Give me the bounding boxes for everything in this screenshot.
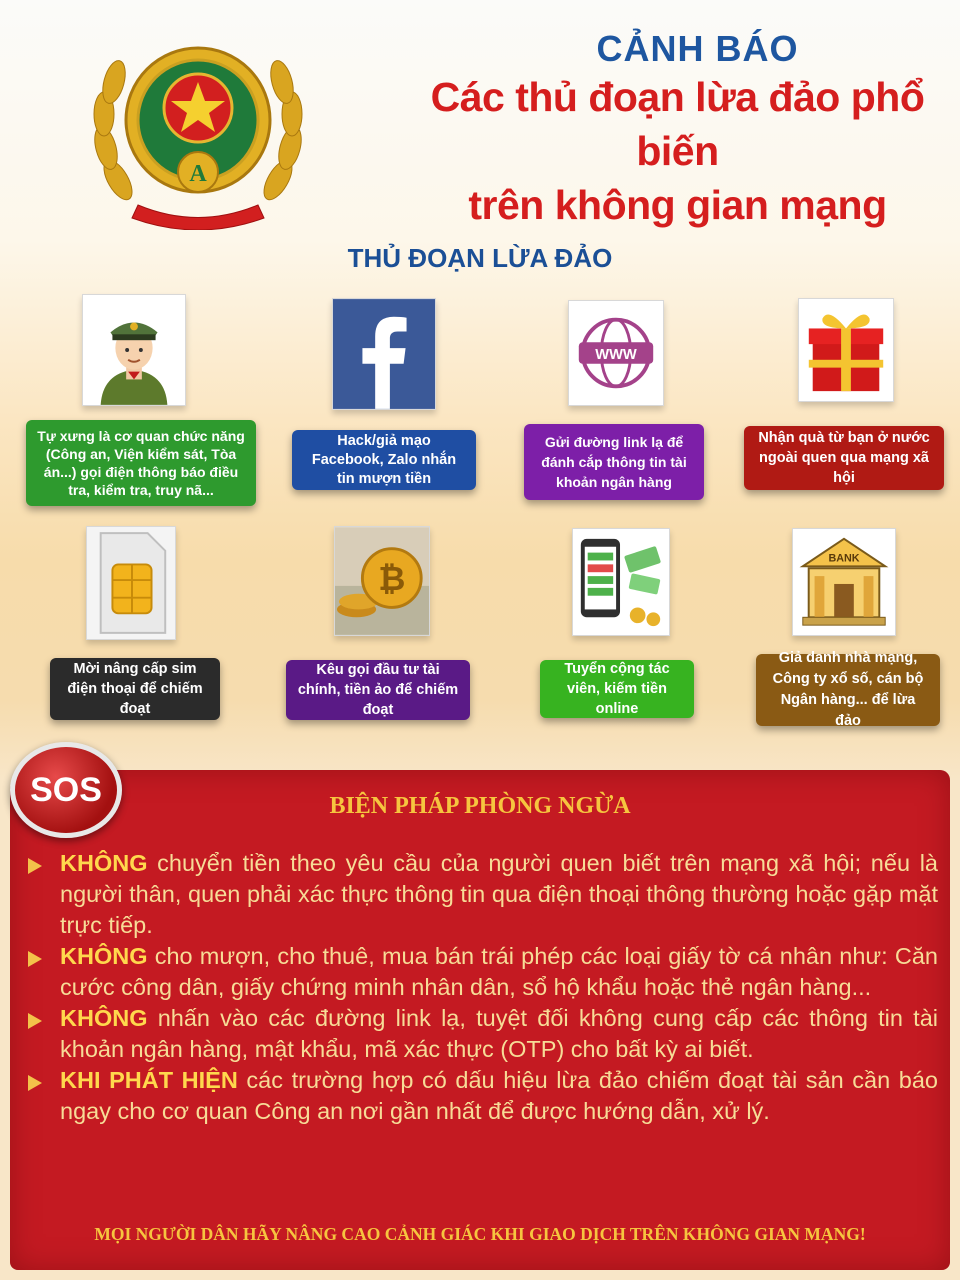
section-title: THỦ ĐOẠN LỪA ĐẢO [347,243,613,273]
police-emblem-icon [78,30,318,230]
svg-text:BANK: BANK [828,552,860,565]
list-item [28,941,938,1003]
police-officer-icon [82,294,186,406]
svg-text:WWW: WWW [595,346,637,363]
list-item [28,848,938,941]
prevention-title: BIỆN PHÁP PHÒNG NGỪA [329,793,631,819]
card-label-phishing-link: Gửi đường link lạ để đánh cắp thông tin tài khoản ngân hàng [524,424,704,500]
footer-slogan: MỌI NGƯỜI DÂN HÃY NÂNG CAO CẢNH GIÁC KHI GIAO DỊCH TRÊN KHÔNG GIAN MẠNG! [94,1224,866,1244]
page-title-warning: CẢNH BÁO [596,28,799,69]
card-label-facebook-hack: Hack/giả mạo Facebook, Zalo nhắn tin mượn tiền [292,430,476,490]
card-label-crypto-investment: Kêu gọi đầu tư tài chính, tiền ảo để chiếm đoạt [286,660,470,720]
bullet-text: các trường hợp có dấu hiệu lừa đảo chiếm đoạt tài sản cần báo ngay cho cơ quan Công an nơi gần nhất để được hướng dẫn, xử lý. [60,1067,938,1124]
header [400,28,955,232]
card-label-online-job: Tuyển cộng tác viên, kiếm tiền online [540,660,694,718]
bank-icon [792,528,896,636]
card-label-impersonate-authority: Tự xưng là cơ quan chức năng (Công an, Viện kiểm sát, Tòa án...) gọi điện thông báo điều tra, kiểm tra, truy nã... [26,420,256,506]
bullet-text: nhấn vào các đường link lạ, tuyệt đối không cung cấp các thông tin tài khoản ngân hàng, mật khẩu, mã xác thực (OTP) cho bất kỳ ai biết. [60,1005,938,1062]
svg-text:A: A [189,161,207,187]
card-label-gift-scam: Nhận quà từ bạn ở nước ngoài quen qua mạng xã hội [744,426,944,490]
list-item [28,1065,938,1127]
arrow-bullet-icon [28,1013,42,1029]
bullet-keyword: KHÔNG [60,1005,148,1031]
www-globe-icon [568,300,664,406]
phone-money-icon [572,528,670,636]
prevention-list [28,848,938,1127]
arrow-bullet-icon [28,1075,42,1091]
bullet-text: chuyển tiền theo yêu cầu của người quen biết trên mạng xã hội; nếu là người thân, quen phải xác thực thông tin qua điện thoại thông thường hoặc gặp mặt trực tiếp. [60,850,938,938]
bullet-keyword: KHÔNG [60,943,148,969]
page-title-line1: Các thủ đoạn lừa đảo phổ biến [430,74,925,174]
facebook-icon [332,298,436,410]
bitcoin-icon [334,526,430,636]
gift-box-icon [798,298,894,402]
bullet-keyword: KHÔNG [60,850,148,876]
sos-badge: SOS [10,742,122,838]
bullet-keyword: KHI PHÁT HIỆN [60,1067,238,1093]
arrow-bullet-icon [28,951,42,967]
svg-text:₿: ₿ [378,560,406,598]
page-title-line2: trên không gian mạng [468,182,887,228]
list-item [28,1003,938,1065]
sim-card-icon [86,526,176,640]
card-label-impersonate-bank: Giả danh nhà mạng, Công ty xổ số, cán bộ Ngân hàng... để lừa đảo [756,654,940,726]
bullet-text: cho mượn, cho thuê, mua bán trái phép các loại giấy tờ cá nhân như: Căn cước công dân, giấy chứng minh nhân dân, sổ hộ khẩu hoặc thẻ ngân hàng... [60,943,938,1000]
card-label-sim-upgrade: Mời nâng cấp sim điện thoại để chiếm đoạt [50,658,220,720]
arrow-bullet-icon [28,858,42,874]
